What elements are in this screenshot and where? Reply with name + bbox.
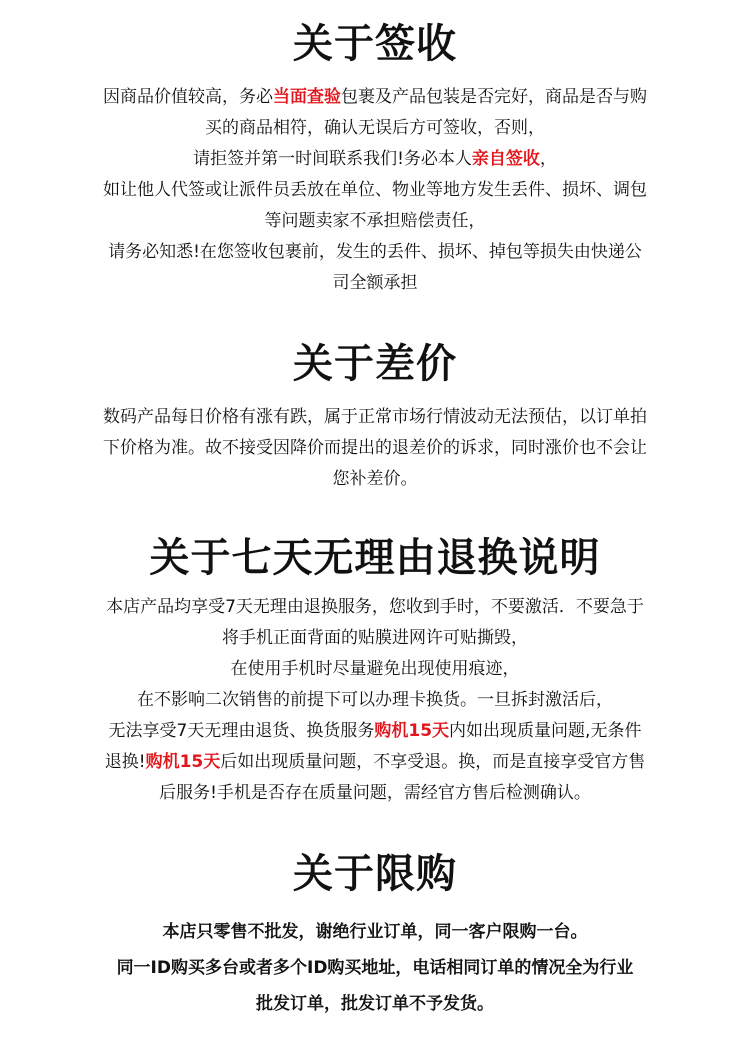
limit-line-2: 同一ID购买多台或者多个ID购买地址，电话相同订单的情况全为行业 (116, 958, 634, 978)
return-line-7: 后服务!手机是否存在质量问题，需经官方售后检测确认。 (159, 783, 591, 803)
sign-line-1 (0, 82, 750, 113)
price-line-3: 您补差价。 (332, 469, 418, 489)
price-line-2: 下价格为准。故不接受因降价而提出的退差价的诉求，同时涨价也不会让 (103, 438, 647, 458)
highlight-text: 亲自签收 (471, 149, 540, 169)
sign-line-7: 司全额承担 (332, 273, 418, 293)
return-section (0, 534, 750, 809)
text: 后如出现质量问题，不享受退。换，而是直接享受官方售 (220, 752, 646, 772)
text: 内如出现质量问题,无条件 (449, 721, 642, 741)
limit-line-3: 批发订单，批发订单不予发货。 (256, 994, 494, 1014)
text: ， (539, 149, 557, 169)
highlight-text: 当面查验 (273, 87, 341, 107)
return-line-1: 本店产品均享受7天无理由退换服务，您收到手时，不要激活．不要急于 (106, 597, 644, 617)
text: 包裹及产品包装是否完好，商品是否与购 (341, 87, 647, 107)
price-line-1: 数码产品每日价格有涨有跌，属于正常市场行情波动无法预估，以订单拍 (103, 407, 647, 427)
return-line-4: 在不影响二次销售的前提下可以办理卡换货。一旦拆封激活后， (137, 690, 613, 710)
return-heading: 关于七天无理由退换说明 (149, 535, 601, 581)
sign-line-4: 如让他人代签或让派件员丢放在单位、物业等地方发生丢件、损坏、调包 (103, 180, 647, 200)
limit-heading: 关于限购 (293, 851, 457, 897)
price-section (0, 340, 750, 495)
text: 无法享受7天无理由退货、换货服务 (108, 721, 375, 741)
sign-line-3 (0, 144, 750, 175)
highlight-text: 购机15天 (145, 752, 221, 772)
sign-section (0, 20, 750, 299)
text: 请拒签并第一时间联系我们!务必本人 (193, 149, 472, 169)
limit-section (0, 850, 750, 1022)
highlight-text: 购机15天 (374, 721, 450, 741)
limit-line-1: 本店只零售不批发，谢绝行业订单，同一客户限购一台。 (162, 922, 588, 942)
sign-line-5: 等问题卖家不承担赔偿责任， (264, 211, 486, 231)
sign-heading: 关于签收 (293, 21, 457, 67)
text: 因商品价值较高，务必 (103, 87, 273, 107)
return-line-3: 在使用手机时尽量避免出现使用痕迹， (230, 659, 520, 679)
price-heading: 关于差价 (293, 341, 457, 387)
text: 退换! (104, 752, 146, 772)
sign-line-2: 买的商品相符，确认无误后方可签收，否则， (205, 118, 545, 138)
return-line-6 (0, 747, 750, 778)
sign-line-6: 请务必知悉!在您签收包裹前，发生的丢件、损坏、掉包等损失由快递公 (108, 242, 642, 262)
return-line-2: 将手机正面背面的贴膜进网许可贴撕毁， (222, 628, 528, 648)
return-line-5 (0, 716, 750, 747)
